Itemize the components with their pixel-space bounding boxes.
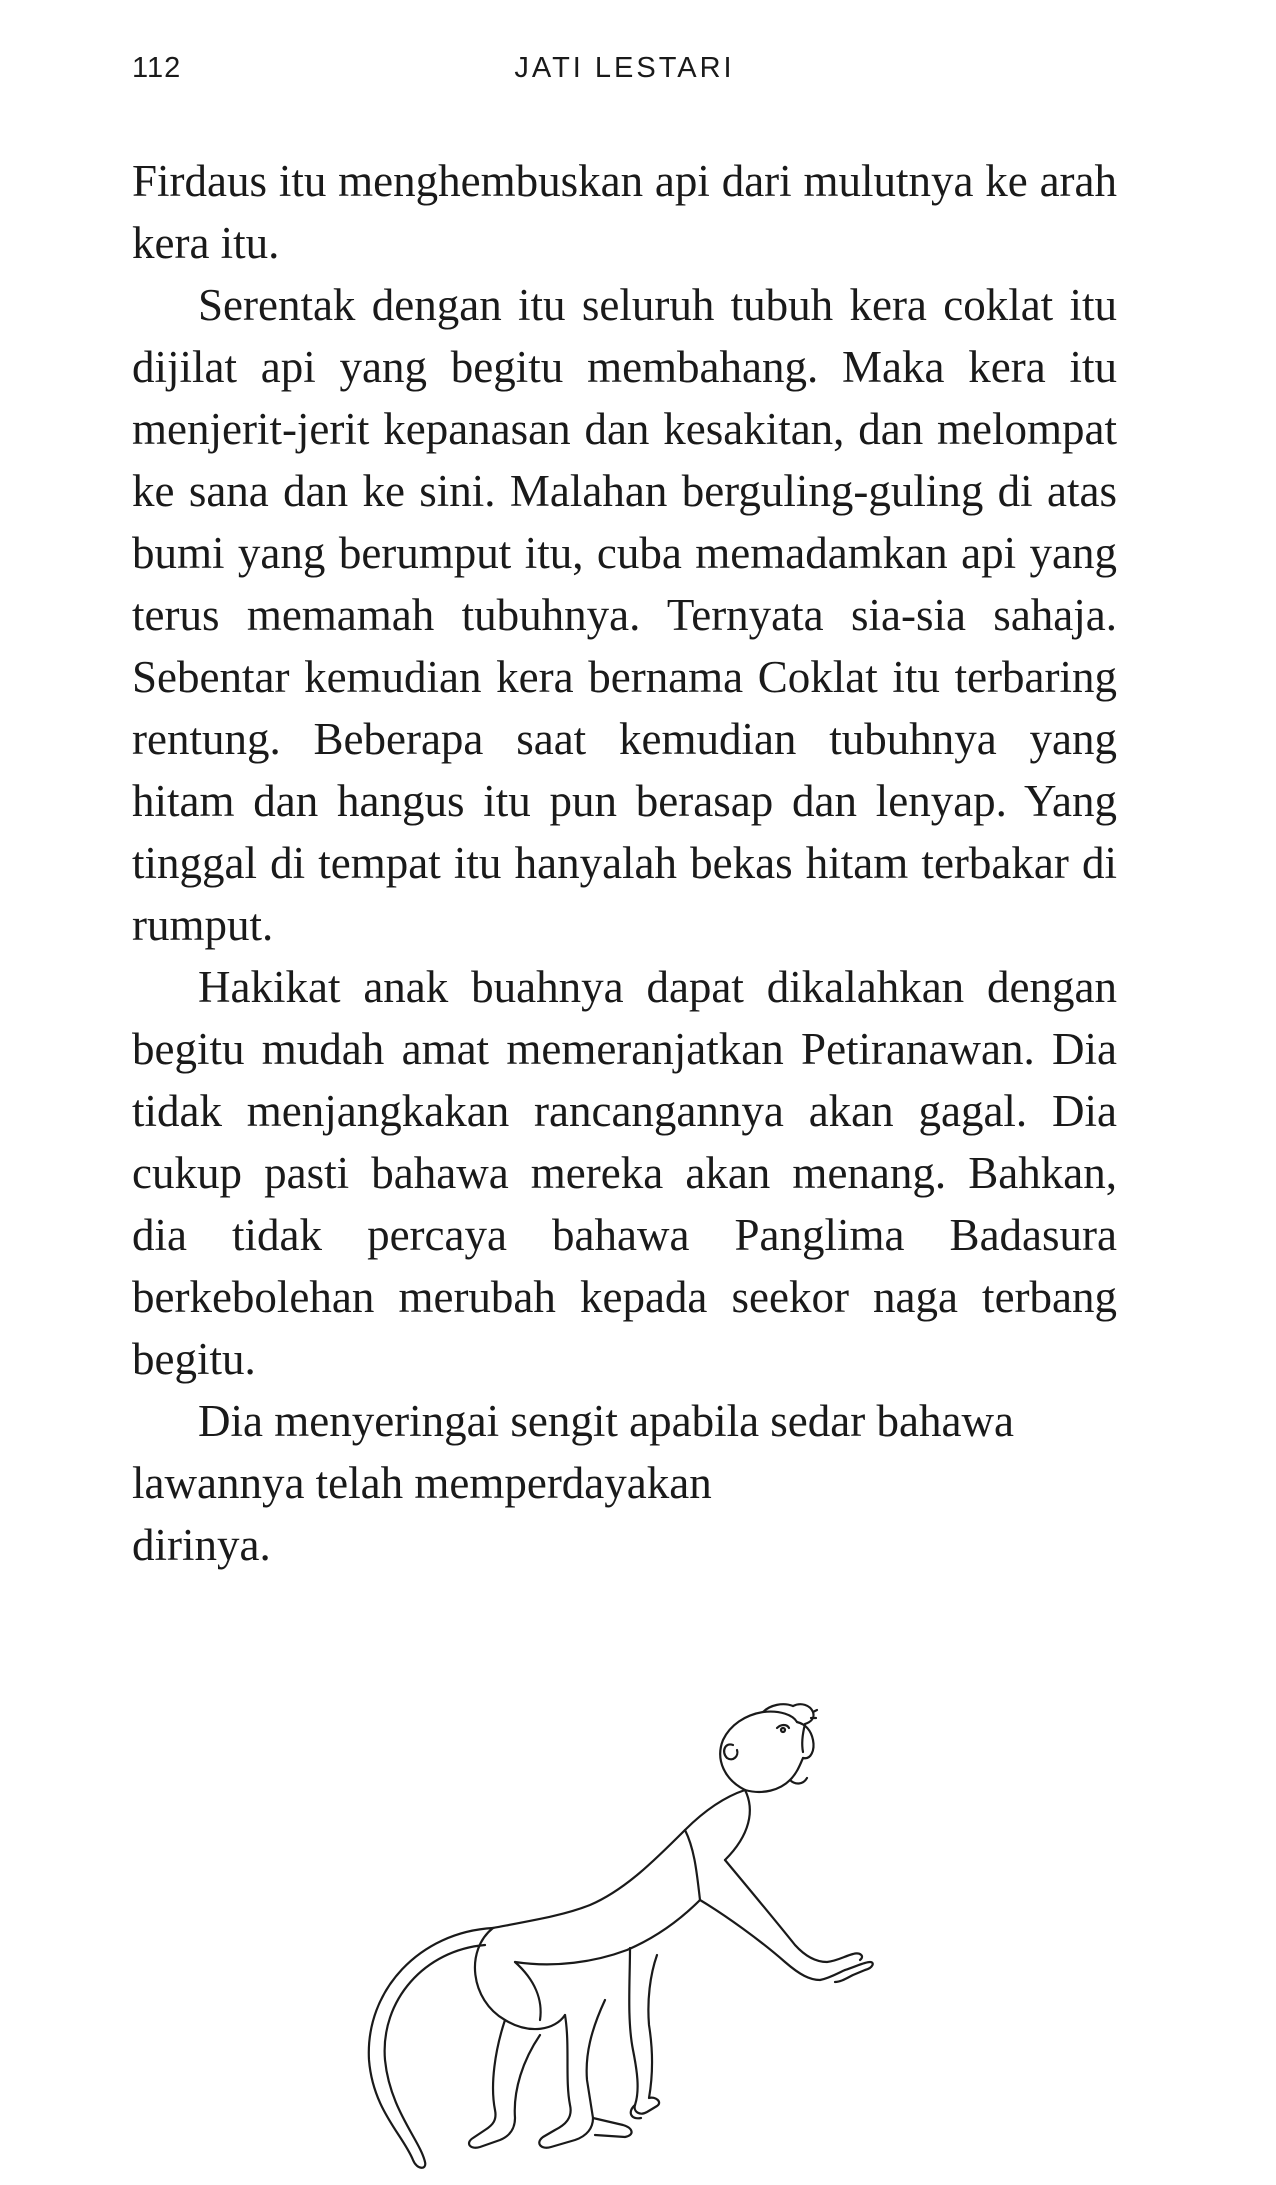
paragraph-3: Hakikat anak buahnya dapat dikalahkan dengan begitu mudah amat memeranjatkan Petiranawan. Dia tidak menjangkakan rancangannya akan gagal. Dia cukup pasti bahawa mereka akan menang. Bahkan, dia tidak percaya bahawa Panglima Badasura berkebolehan merubah kepada seekor naga terbang begitu. [132, 962, 1117, 1384]
paragraph-1: Firdaus itu menghembuskan api dari mulutnya ke arah kera itu. [132, 156, 1117, 268]
paragraph-2: Serentak dengan itu seluruh tubuh kera coklat itu dijilat api yang begitu membahang. Maka kera itu menjerit-jerit kepanasan dan kesakitan, dan melompat ke sana dan ke sini. Malahan berguling-guling di atas bumi yang berumput itu, cuba memadamkan api yang terus memamah tubuhnya. Ternyata sia-sia sahaja. Sebentar kemudian kera bernama Coklat itu terbaring rentung. Beberapa saat kemudian tubuhnya yang hitam dan hangus itu pun berasap dan lenyap. Yang tinggal di tempat itu hanyalah bekas hitam terbakar di rumput. [132, 280, 1117, 950]
monkey-line-drawing-icon [365, 1700, 885, 2170]
paragraph-4: Dia menyeringai sengit apabila sedar bahawa lawannya telah memperdayakan [132, 1396, 1014, 1508]
book-title: JATI LESTARI [514, 52, 735, 84]
page-number: 112 [132, 52, 182, 84]
body-text [132, 150, 1117, 1576]
running-head [132, 52, 1117, 92]
paragraph-4-continued: dirinya. [132, 1520, 271, 1570]
